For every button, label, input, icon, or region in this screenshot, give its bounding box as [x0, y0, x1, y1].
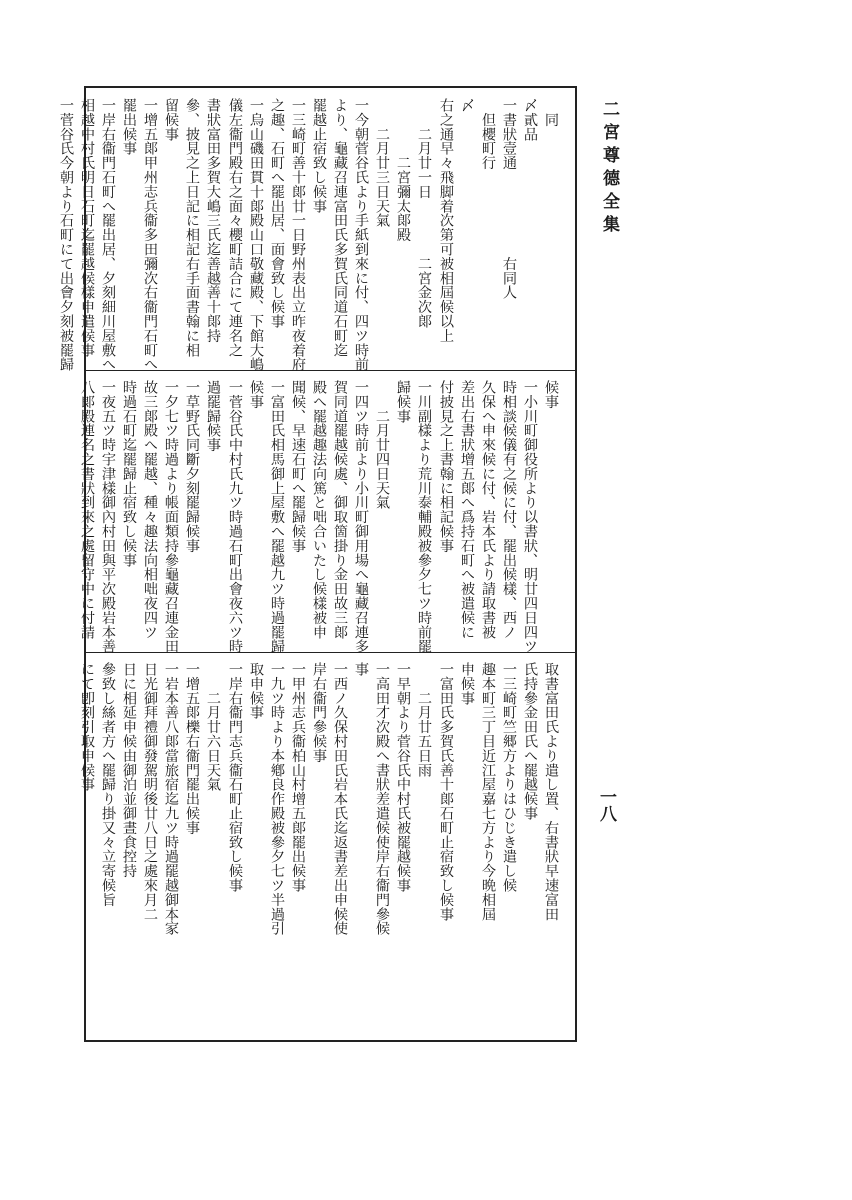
text-column: 一增五郞甲州志兵衞多田彌次右衞門石町へ: [142, 98, 158, 372]
text-column: 付披見之上書翰に相記候事: [438, 380, 454, 553]
text-column: 一富田氏多賀氏善十郞石町止宿致し候事: [438, 662, 454, 922]
text-column: 一岩本善八郞當旅宿迄九ツ時過罷越御本家: [163, 662, 179, 936]
text-column: 書狀富田多賀大嶋三氏迄善越善十郞持: [205, 98, 221, 343]
text-column: 一菅谷氏中村氏九ツ時過石町出會夜六ツ時: [227, 380, 243, 654]
text-column: 聞候、早速石町へ罷歸候事: [290, 380, 306, 553]
text-column: 二月廿三日天氣: [374, 98, 390, 228]
text-column: 歸候事: [395, 380, 411, 424]
text-column: 相越中村氏明日石町迄罷越候樣申遣候事: [79, 98, 95, 358]
text-column: より、龜藏召連富田氏多賀氏同道石町迄: [332, 98, 348, 358]
text-column: 候事: [248, 380, 264, 409]
text-column: 久保へ申來候に付、岩本氏より請取書被: [480, 380, 496, 640]
text-column: 一早朝より菅谷氏中村氏被罷越候事: [395, 662, 411, 893]
text-column: 取書富田氏より遣し置、右書狀早速富田: [543, 662, 559, 922]
text-column: 但櫻町行: [480, 98, 496, 170]
upper-band: [58, 92, 575, 372]
text-column: 差出右書狀增五郞へ爲持石町へ被遣候に: [459, 380, 475, 640]
text-column: 日に相延申候由御泊並御晝食控持: [121, 662, 137, 878]
text-column: 一甲州志兵衞柏山村增五郞罷出候事: [290, 662, 306, 893]
text-column: 參致し絲者方へ罷歸り掛又々立寄候旨: [100, 662, 116, 907]
text-column: 一三崎町竺郷方よりはひじき遣し候: [501, 662, 517, 893]
band-divider-2: [84, 652, 577, 653]
text-column: 一今朝菅谷氏より手紙到來に付、四ツ時前: [353, 98, 369, 372]
text-column: 參、披見之上日記に相記右手面書翰に相: [184, 98, 200, 358]
text-column: 一岸右衞門石町へ罷出居、夕刻細川屋敷へ: [100, 98, 116, 372]
text-column: 過罷歸候事: [205, 380, 221, 452]
text-column: 一四ツ時前より小川町御用場へ龜藏召連多: [353, 380, 369, 654]
text-column: 二月廿五日雨: [416, 662, 432, 778]
text-column: 二月廿一日 二宮金次郞: [416, 98, 432, 329]
text-column: 〆: [459, 98, 475, 113]
text-column: 二月廿四日天氣: [374, 380, 390, 510]
text-column: 罷出候事: [121, 98, 137, 156]
text-column: 日光御拜禮御發駕明後廿八日之處來月二: [142, 662, 158, 922]
text-column: 事: [353, 662, 369, 677]
text-column: 殿へ罷越趣法向篤と咄合いたし候樣被申: [311, 380, 327, 640]
text-column: 一三崎町善十郞廿一日野州表出立昨夜着府: [290, 98, 306, 372]
text-column: 賀同道罷越候處、御取箇掛り金田故三郞: [332, 380, 348, 640]
text-column: 罷越止宿致し候事: [311, 98, 327, 214]
text-column: 〆貳品: [522, 98, 538, 142]
text-column: 同: [543, 98, 559, 127]
text-column: 一夜五ツ時宇津樣御內村田與平次殿岩本善: [100, 380, 116, 654]
text-column: 一西ノ久保村田氏岩本氏迄返書差出申候使: [332, 662, 348, 936]
text-column: 一增五郞櫟右衞門罷出候事: [184, 662, 200, 835]
text-column: にて卽刻引取申候事: [79, 662, 95, 792]
text-column: 一小川町御役所より以書狀、明廿四日四ツ: [522, 380, 538, 654]
text-column: 故三郞殿へ罷越、種々趣法向相咄夜四ツ: [142, 380, 158, 640]
text-column: 一九ツ時より本鄕良作殿被參夕七ツ半過引: [269, 662, 285, 936]
text-column: 候事: [543, 380, 559, 409]
text-column: 一草野氏同斷夕刻罷歸候事: [184, 380, 200, 553]
text-column: 之趣、石町へ罷出居、面會致し候事: [269, 98, 285, 329]
book-title-header: 二宮尊德全集: [599, 100, 619, 238]
text-column: 一高田才次殿へ書狀差遣候使岸右衞門參候: [374, 662, 390, 936]
text-column: 儀左衞門殿右之面々櫻町詰合にて連名之: [227, 98, 243, 358]
lower-band: [79, 656, 575, 1036]
text-column: 八郞殿連名之書狀到來之處留守中に付請: [79, 380, 95, 640]
text-column: 一岸右衞門志兵衞石町止宿致し候事: [227, 662, 243, 893]
text-column: 時過石町迄罷歸止宿致し候事: [121, 380, 137, 568]
text-column: 二宮彌太郞殿: [395, 98, 411, 242]
text-column: 岸右衞門參候事: [311, 662, 327, 763]
text-column: 時相談候儀有之候に付、罷出候樣、西ノ: [501, 380, 517, 640]
text-column: 留候事: [163, 98, 179, 142]
middle-band: [79, 374, 575, 654]
text-column: 二月廿六日天氣: [205, 662, 221, 792]
text-column: 趣本町三丁目近江屋嘉七方より今晩相屆: [480, 662, 496, 922]
text-column: 一菅谷氏今朝より石町にて出會夕刻被罷歸: [58, 98, 74, 372]
text-column: 申候事: [459, 662, 475, 706]
text-column: 一書狀壹通 右同人: [501, 98, 517, 300]
text-column: 一富田氏相馬御上屋敷へ罷越九ツ時過罷歸: [269, 380, 285, 654]
text-column: 一夕七ツ時過より帳面類持參龜藏召連金田: [163, 380, 179, 654]
text-column: 一烏山磯田貫十郞殿山口敬藏殿、下館大嶋: [248, 98, 264, 372]
page-number: 一八: [596, 788, 616, 822]
text-column: 氏持參金田氏へ罷越候事: [522, 662, 538, 821]
text-column: 一川副樣より荒川泰輔殿被參夕七ツ時前罷: [416, 380, 432, 654]
text-column: 取申候事: [248, 662, 264, 720]
text-column: 右之通早々飛脚着次第可被相屆候以上: [438, 98, 454, 343]
